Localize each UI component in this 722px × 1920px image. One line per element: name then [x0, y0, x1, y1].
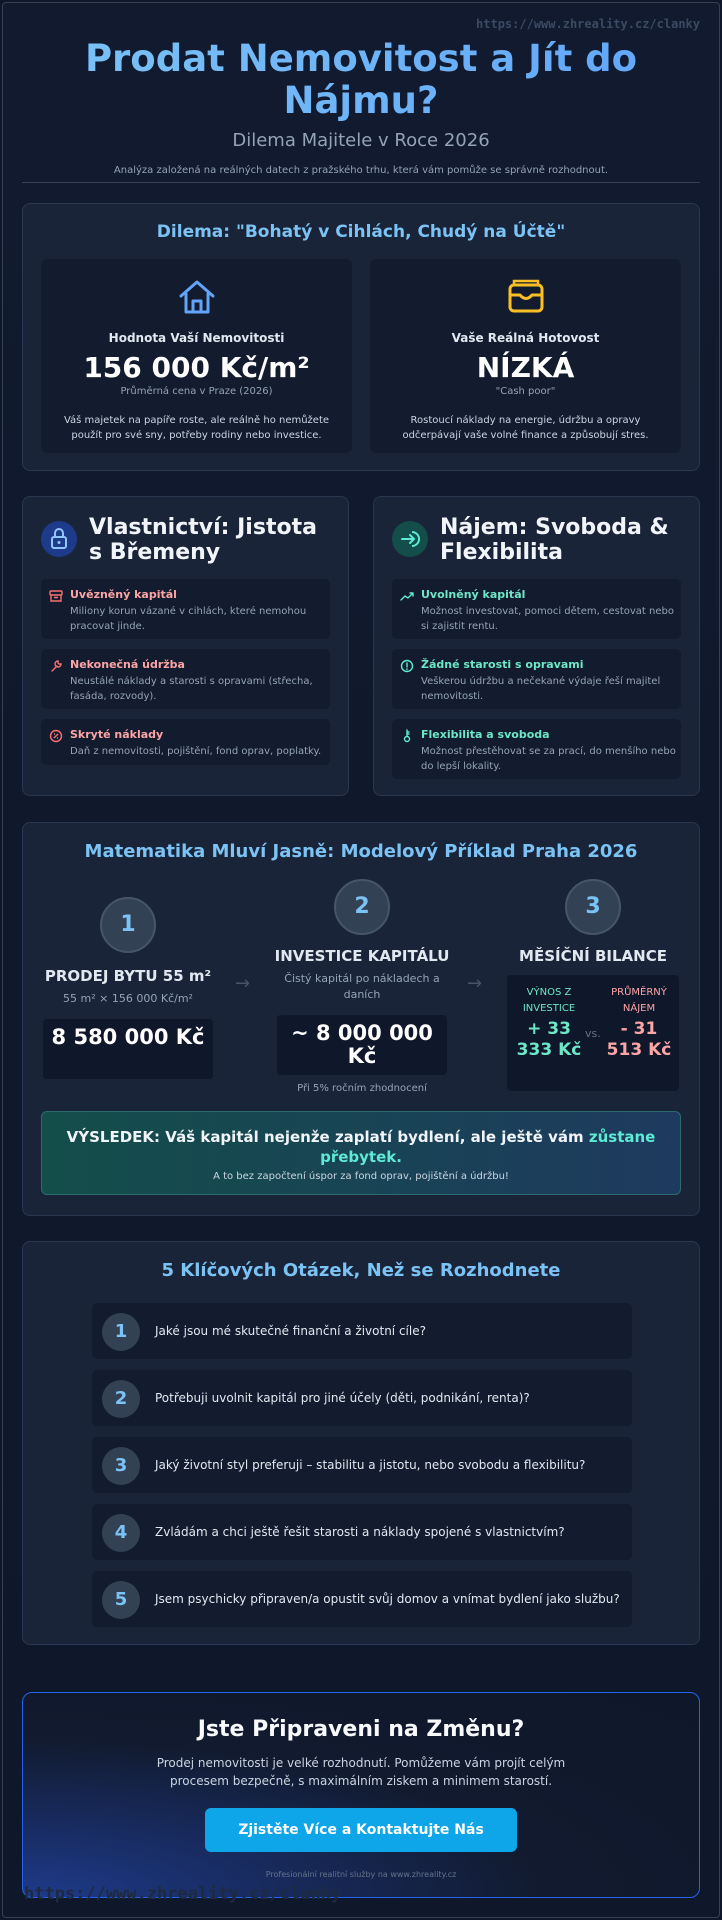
dilemma-section [22, 203, 700, 471]
income-column [515, 985, 583, 1061]
rent-item [392, 649, 681, 709]
step-number: 1 [100, 897, 156, 953]
arrow-icon: → [467, 973, 483, 994]
rent-title: Nájem: Svoboda & Flexibilita [440, 515, 669, 565]
property-value: 156 000 Kč/m² [83, 351, 310, 384]
key-icon [400, 729, 414, 743]
house-icon [175, 275, 219, 319]
info-icon [400, 659, 414, 673]
step-number: 3 [565, 879, 621, 935]
income-value: + 33 333 Kč [516, 1019, 582, 1060]
question-text: Jaký životní styl preferuji – stabilitu a jistotu, nebo svobodu a flexibilitu? [155, 1458, 586, 1472]
ownership-item [41, 649, 330, 709]
question-text: Potřebuji uvolnit kapitál pro jiné účely (děti, podnikání, renta)? [155, 1391, 530, 1405]
ownership-section [22, 496, 349, 796]
question-item [92, 1303, 632, 1359]
income-label: VÝNOS Z INVESTICE [522, 987, 576, 1014]
cta-title: Jste Připraveni na Změnu? [197, 1717, 525, 1742]
result-highlight: zůstane přebytek. [320, 1128, 656, 1166]
ownership-title: Vlastnictví: Jistota s Břemeny [89, 515, 317, 565]
ownership-item-title: Uvězněný kapitál [70, 588, 177, 601]
question-number: 2 [102, 1380, 140, 1418]
wrench-icon [49, 659, 63, 673]
rent-item [392, 719, 681, 779]
rent-item-desc: Veškerou údržbu a nečekané výdaje řeší majitel nemovitosti. [421, 676, 661, 702]
cash-sub: "Cash poor" [495, 386, 556, 397]
ownership-item [41, 719, 330, 765]
questions-title: 5 Klíčových Otázek, Než se Rozhodnete [161, 1260, 561, 1281]
result-note: A to bez započtení úspor za fond oprav, pojištění a údržbu! [213, 1171, 509, 1182]
result-text [42, 1127, 680, 1167]
wallet-icon [504, 275, 548, 319]
question-number: 4 [102, 1514, 140, 1552]
cta-text: Prodej nemovitosti je velké rozhodnutí. Pomůžeme vám projít celým procesem bezpečně, s maximálním ziskem a minimem starostí. [156, 1756, 566, 1788]
rent-item-title: Žádné starosti s opravami [421, 658, 584, 671]
rent-item-title: Uvolněný kapitál [421, 588, 526, 601]
cash-value: NÍZKÁ [476, 351, 575, 384]
step-number: 2 [334, 879, 390, 935]
rent-label: PRŮMĚRNÝ NÁJEM [611, 987, 667, 1014]
invest-value: ~ 8 000 000 Kč [277, 1015, 447, 1075]
ownership-item-desc: Neustálé náklady a starosti s opravami (střecha, fasáda, rozvody). [70, 676, 313, 702]
rent-item-desc: Možnost investovat, pomoci dětem, cestovat nebo si zajistit rentu. [421, 606, 674, 632]
page-subtitle: Dilema Majitele v Roce 2026 [232, 130, 490, 151]
step-title: INVESTICE KAPITÁLU [274, 947, 450, 965]
arrow-icon: → [235, 973, 251, 994]
step-title: MĚSÍČNÍ BILANCE [519, 947, 667, 965]
dilemma-title: Dilema: "Bohatý v Cihlách, Chudý na Účtě" [156, 222, 566, 242]
property-value-desc: Váš majetek na papíře roste, ale reálně ho nemůžete použít pro své sny, potřeby rodiny nebo investice. [63, 415, 330, 441]
invest-note: Při 5% ročním zhodnocení [297, 1083, 427, 1094]
url-watermark-top: https://www.zhreality.cz/clanky [476, 17, 700, 31]
cash-desc: Rostoucí náklady na energie, údržbu a opravy odčerpávají vaše volné finance a způsobují stres. [402, 415, 649, 441]
property-value-label: Hodnota Vaší Nemovitosti [108, 331, 285, 345]
header [22, 38, 700, 176]
cta-note: Profesionální realitní služby na www.zhreality.cz [265, 1870, 457, 1879]
ownership-item-title: Nekonečná údržba [70, 658, 185, 671]
math-section [22, 822, 700, 1216]
math-title: Matematika Mluví Jasně: Modelový Příklad Praha 2026 [84, 841, 638, 862]
step-title: PRODEJ BYTU 55 m² [44, 967, 212, 985]
ownership-item [41, 579, 330, 639]
rent-header [392, 515, 687, 567]
contact-button[interactable]: Zjistěte Více a Kontaktujte Nás [205, 1808, 517, 1852]
ownership-item-title: Skryté náklady [70, 728, 164, 741]
ownership-item-desc: Daň z nemovitosti, pojištění, fond oprav, poplatky. [70, 746, 322, 757]
question-item [92, 1504, 632, 1560]
header-divider [22, 182, 700, 183]
rent-section [373, 496, 700, 796]
url-watermark-bottom: https://www.zhreality.cz/clanky [24, 1884, 342, 1904]
trend-up-icon [400, 589, 414, 603]
questions-section [22, 1241, 700, 1645]
step-balance [503, 879, 683, 1091]
question-text: Jaké jsou mé skutečné finanční a životní cíle? [155, 1324, 426, 1338]
ownership-item-desc: Miliony korun vázané v cihlách, které nemohou pracovat jinde. [70, 606, 307, 632]
step-sub: Čistý kapitál po nákladech a daních [284, 972, 440, 1001]
rent-item-title: Flexibilita a svoboda [421, 728, 550, 741]
balance-box [507, 975, 679, 1091]
rent-item [392, 579, 681, 639]
question-text: Zvládám a chci ještě řešit starosti a náklady spojené s vlastnictvím? [155, 1525, 565, 1539]
cash-box [370, 259, 681, 453]
property-value-box [41, 259, 352, 453]
coins-icon [49, 729, 63, 743]
question-item [92, 1437, 632, 1493]
question-number: 3 [102, 1447, 140, 1485]
step-invest [273, 879, 451, 1094]
rent-value: - 31 513 Kč [606, 1019, 672, 1060]
property-value-sub: Průměrná cena v Praze (2026) [120, 386, 273, 397]
rent-item-desc: Možnost přestěhovat se za prací, do menšího nebo do lepší lokality. [421, 746, 676, 772]
result-text-main: VÝSLEDEK: Váš kapitál nejenže zaplatí bydlení, ale ještě vám [66, 1128, 589, 1146]
question-item [92, 1571, 632, 1627]
result-box [41, 1111, 681, 1195]
box-icon [49, 589, 63, 603]
page-title: Prodat Nemovitost a Jít do Nájmu? [22, 38, 700, 122]
cta-section [22, 1692, 700, 1898]
lock-icon [41, 521, 77, 557]
rent-column [605, 985, 673, 1061]
question-text: Jsem psychicky připraven/a opustit svůj domov a vnímat bydlení jako službu? [155, 1592, 620, 1606]
question-number: 1 [102, 1313, 140, 1351]
cash-label: Vaše Reálná Hotovost [451, 331, 600, 345]
step-sale [41, 897, 215, 1079]
question-number: 5 [102, 1581, 140, 1619]
page-intro: Analýza založená na reálných datech z pražského trhu, která vám pomůže se správně rozhodnout. [113, 165, 609, 176]
ownership-header [41, 515, 336, 567]
exit-icon [392, 521, 428, 557]
question-item [92, 1370, 632, 1426]
vs-label: vs. [585, 1027, 601, 1040]
sale-value: 8 580 000 Kč [43, 1019, 213, 1079]
step-sub: 55 m² × 156 000 Kč/m² [63, 992, 193, 1005]
